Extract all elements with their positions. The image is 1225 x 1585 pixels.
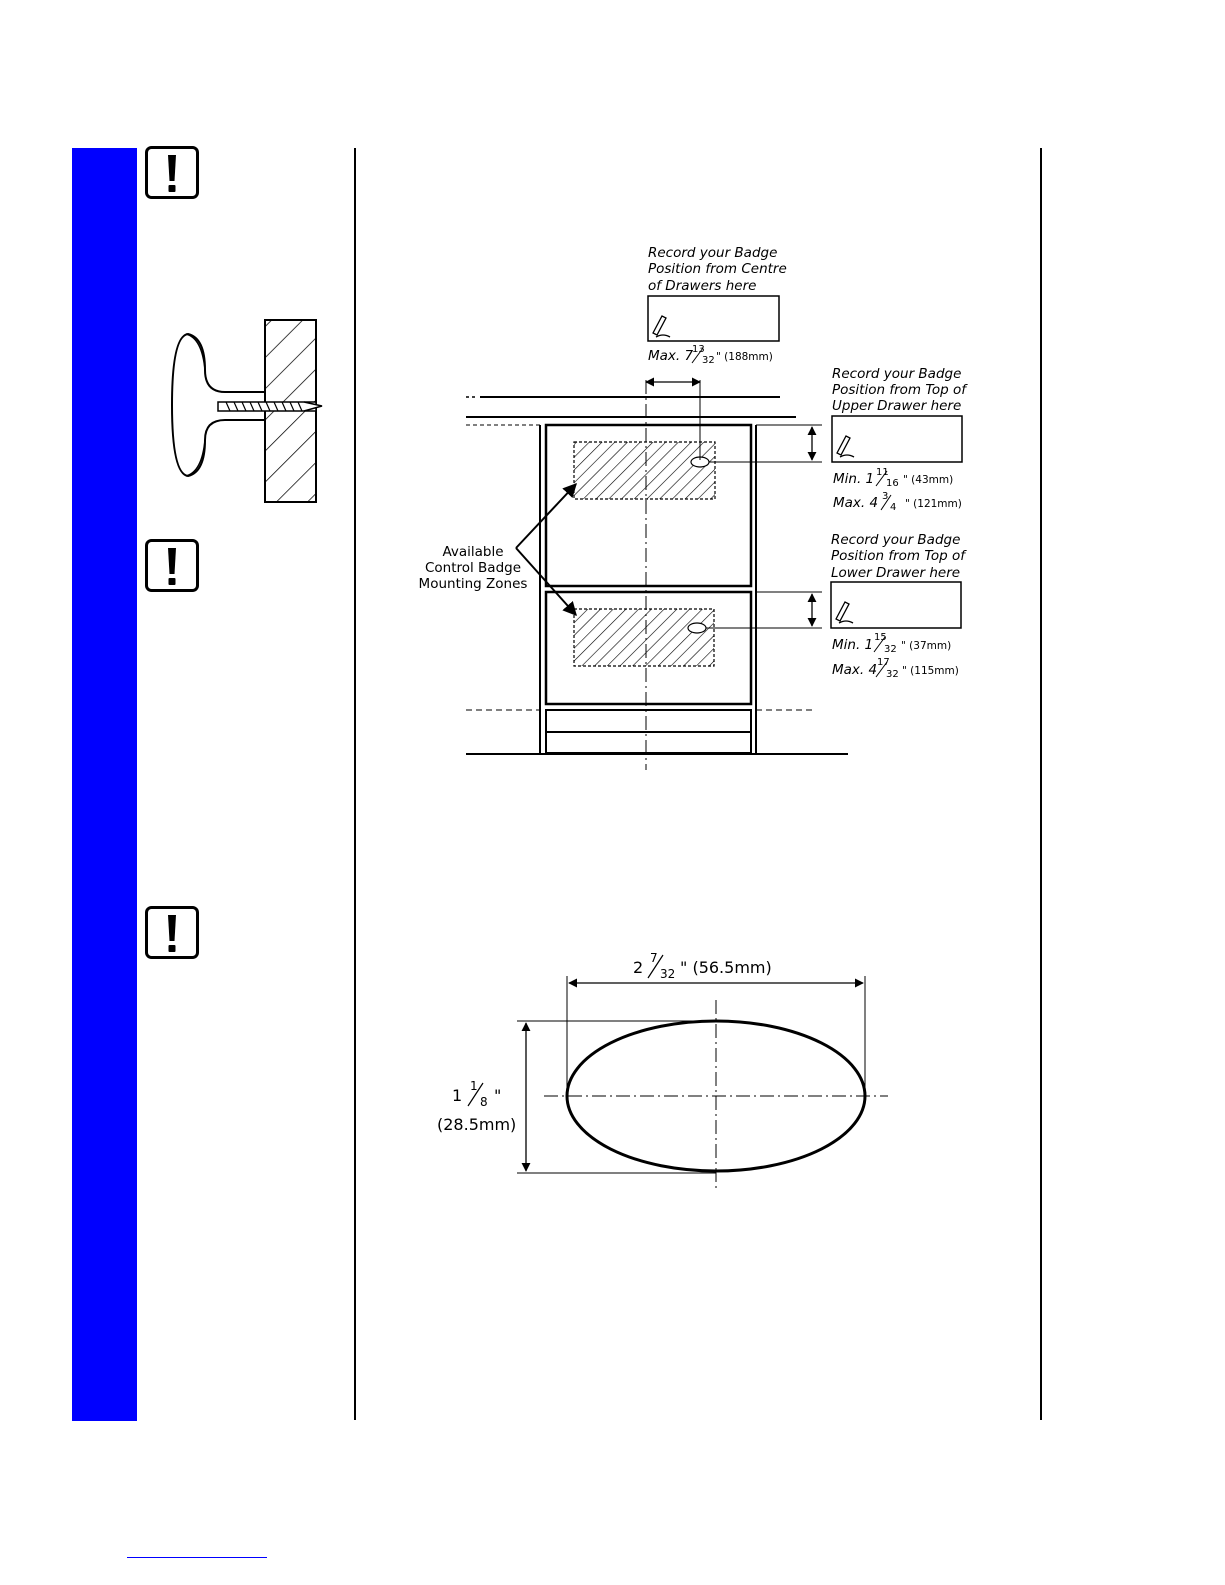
upper-label-line-3: Upper Drawer here (832, 398, 962, 414)
zones-label-line-1: Available (442, 544, 504, 560)
oval-height-den: 8 (480, 1095, 488, 1109)
lower-max-den: 32 (886, 669, 899, 680)
lower-min-prefix: Min. 1 (832, 637, 874, 653)
centre-label-line-2: Position from Centre (648, 261, 787, 277)
footer-link-underline[interactable] (127, 1557, 267, 1558)
zones-label-line-3: Mounting Zones (418, 576, 528, 592)
centre-max-num: 13 (692, 344, 705, 355)
lower-max-num: 17 (877, 657, 890, 668)
oval-height-prefix: 1 (452, 1086, 463, 1105)
pencil-icon (836, 602, 853, 623)
oval-height-suffix: " (494, 1086, 502, 1105)
upper-label-line-1: Record your Badge (832, 366, 962, 382)
lower-min-den: 32 (884, 644, 897, 655)
oval-width-prefix: 2 (633, 958, 644, 977)
upper-max-den: 4 (890, 502, 897, 513)
lower-max-prefix: Max. 4 (832, 662, 878, 678)
lower-min-suffix: " (37mm) (901, 640, 952, 652)
oval-height-num: 1 (470, 1079, 478, 1093)
lower-label-line-2: Position from Top of (831, 548, 966, 564)
upper-max-num: 3 (882, 491, 889, 502)
lower-label-line-3: Lower Drawer here (831, 565, 961, 581)
centre-label-line-1: Record your Badge (648, 245, 778, 261)
oval-width-suffix: " (56.5mm) (680, 958, 772, 977)
centre-label-line-3: of Drawers here (648, 278, 757, 294)
knob-mounting-illustration (172, 320, 322, 502)
lower-min-num: 15 (874, 632, 887, 643)
badge-oval-diagram (517, 976, 888, 1190)
upper-min-den: 16 (886, 478, 899, 489)
centre-max-den: 32 (702, 355, 715, 366)
upper-label-line-2: Position from Top of (832, 382, 967, 398)
zones-label-line-2: Control Badge (424, 560, 522, 576)
centre-max-suffix: " (188mm) (716, 351, 773, 363)
upper-min-prefix: Min. 1 (833, 471, 875, 487)
upper-max-prefix: Max. 4 (833, 495, 879, 511)
upper-min-suffix: " (43mm) (903, 474, 954, 486)
oval-height-mm: (28.5mm) (437, 1115, 517, 1134)
pencil-icon (837, 436, 854, 457)
oval-width-num: 7 (650, 951, 658, 965)
upper-min-num: 11 (876, 467, 889, 478)
oval-width-den: 32 (660, 967, 676, 981)
centre-max-prefix: Max. 7 (648, 348, 694, 364)
upper-max-suffix: " (121mm) (905, 498, 962, 510)
lower-label-line-1: Record your Badge (831, 532, 961, 548)
lower-max-suffix: " (115mm) (902, 665, 959, 677)
pencil-icon (653, 316, 670, 337)
